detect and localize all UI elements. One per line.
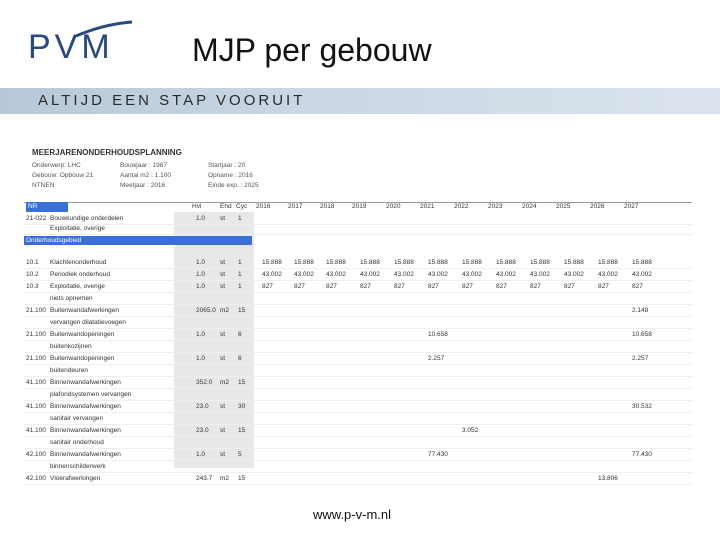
header-col: 2017 <box>288 203 303 210</box>
table-row <box>24 342 692 352</box>
row-divider <box>24 280 692 281</box>
table-row <box>24 354 692 364</box>
row-year-value: 43.002 <box>530 271 550 278</box>
row-quantity: 243.7 <box>196 475 213 482</box>
row-year-value: 827 <box>326 283 337 290</box>
row-divider <box>24 268 692 269</box>
row-unit: m2 <box>220 475 230 482</box>
header-col: 2025 <box>556 203 571 210</box>
row-cycle: 6 <box>238 331 242 338</box>
table-row <box>24 462 692 472</box>
row-description: plafondsystemen vervangen <box>50 391 132 398</box>
meta-text: Einde exp. : 2025 <box>208 182 259 189</box>
row-description: Buitenwandopeningen <box>50 331 115 338</box>
row-unit: st <box>220 331 226 338</box>
row-year-value: 827 <box>632 283 643 290</box>
header-col: Hvl <box>192 203 202 210</box>
row-year-value: 77.430 <box>428 451 448 458</box>
row-cycle: 15 <box>238 475 246 482</box>
row-year-value: 827 <box>262 283 273 290</box>
tagline: ALTIJD EEN STAP VOORUIT <box>38 92 306 109</box>
row-code: 21-022 <box>26 215 47 222</box>
spreadsheet-image <box>24 136 692 482</box>
row-year-value: 15.888 <box>326 259 346 266</box>
row-quantity: 1.0 <box>196 283 206 290</box>
table-row <box>24 282 692 292</box>
row-unit: st <box>220 215 226 222</box>
row-unit: m2 <box>220 307 230 314</box>
row-year-value: 43.002 <box>632 271 652 278</box>
meta-text: Aantal m2 : 1.100 <box>120 172 171 179</box>
row-description: Periodiek onderhoud <box>50 271 110 278</box>
row-year-value: 3.052 <box>462 427 479 434</box>
table-row <box>24 214 692 224</box>
row-description: Buitenwandopeningen <box>50 355 115 362</box>
row-description: Bouwkundige onderdelen <box>50 215 124 222</box>
slide-title: MJP per gebouw <box>192 32 432 68</box>
row-year-value: 43.002 <box>262 271 282 278</box>
row-cycle: 6 <box>238 355 242 362</box>
row-year-value: 15.888 <box>564 259 584 266</box>
row-divider <box>24 484 692 485</box>
row-code: 41.100 <box>26 379 46 386</box>
row-description: Exploitatie, overige <box>50 225 105 232</box>
row-cycle: 15 <box>238 427 246 434</box>
meta-text: Onderwerp: LHC <box>32 162 81 169</box>
row-cycle: 1 <box>238 283 242 290</box>
row-divider <box>24 460 692 461</box>
header-col: 2023 <box>488 203 503 210</box>
row-year-value: 827 <box>496 283 507 290</box>
row-description: Exploitatie, overige <box>50 283 105 290</box>
row-unit: m2 <box>220 379 230 386</box>
meta-text: Meetjaar : 2016 <box>120 182 166 189</box>
row-description: Binnenwandafwerkingen <box>50 427 121 434</box>
meta-text: Startjaar : 20 <box>208 162 246 169</box>
row-year-value: 827 <box>294 283 305 290</box>
row-cycle: 5 <box>238 451 242 458</box>
header-col: 2016 <box>256 203 271 210</box>
row-unit: st <box>220 427 226 434</box>
meta-text: Gebouw: Opbouw 21 <box>32 172 94 179</box>
row-divider <box>24 340 692 341</box>
row-code: 10.1 <box>26 259 39 266</box>
pvm-logo <box>28 20 128 70</box>
row-year-value: 15.888 <box>530 259 550 266</box>
row-description: binnenschilderwerk <box>50 463 106 470</box>
header-col: 2018 <box>320 203 335 210</box>
row-year-value: 15.888 <box>394 259 414 266</box>
row-quantity: 1.0 <box>196 271 206 278</box>
row-year-value: 827 <box>394 283 405 290</box>
row-divider <box>24 376 692 377</box>
row-year-value: 43.002 <box>294 271 314 278</box>
row-quantity: 23.0 <box>196 403 209 410</box>
row-year-value: 43.002 <box>598 271 618 278</box>
header-col: 2021 <box>420 203 435 210</box>
highlight-label: Onderhoudsgebied <box>26 237 82 244</box>
row-year-value: 10.658 <box>428 331 448 338</box>
row-quantity: 1.0 <box>196 259 206 266</box>
sheet-heading: MEERJARENONDERHOUDSPLANNING <box>32 148 182 157</box>
row-year-value: 15.888 <box>462 259 482 266</box>
row-divider <box>24 400 692 401</box>
row-unit: st <box>220 259 226 266</box>
row-cycle: 1 <box>238 215 242 222</box>
row-cycle: 30 <box>238 403 246 410</box>
row-code: 21.100 <box>26 355 46 362</box>
row-divider <box>24 292 692 293</box>
table-row <box>24 330 692 340</box>
row-year-value: 43.002 <box>428 271 448 278</box>
row-divider <box>24 448 692 449</box>
row-year-value: 43.002 <box>462 271 482 278</box>
row-year-value: 30.532 <box>632 403 652 410</box>
row-year-value: 2.148 <box>632 307 649 314</box>
table-row <box>24 366 692 376</box>
table-row <box>24 224 692 234</box>
table-row <box>24 414 692 424</box>
row-code: 41.100 <box>26 403 46 410</box>
row-code: 10.2 <box>26 271 39 278</box>
row-year-value: 43.002 <box>496 271 516 278</box>
row-quantity: 352.0 <box>196 379 213 386</box>
row-description: buitendeuren <box>50 367 88 374</box>
row-description: Klachtenonderhoud <box>50 259 107 266</box>
row-year-value: 15.888 <box>262 259 282 266</box>
row-code: 42.100 <box>26 475 46 482</box>
row-year-value: 827 <box>598 283 609 290</box>
row-year-value: 43.002 <box>326 271 346 278</box>
row-description: Vloerafwerkingen <box>50 475 101 482</box>
row-divider <box>24 436 692 437</box>
meta-text: Opname : 2016 <box>208 172 253 179</box>
row-description: Binnenwandafwerkingen <box>50 379 121 386</box>
row-year-value: 43.002 <box>360 271 380 278</box>
row-quantity: 1.0 <box>196 215 206 222</box>
row-unit: st <box>220 271 226 278</box>
row-description: Buitenwandafwerkingen <box>50 307 120 314</box>
row-description: buitenkozijnen <box>50 343 92 350</box>
row-quantity: 1.0 <box>196 355 206 362</box>
highlight-row <box>24 236 252 245</box>
table-row <box>24 426 692 436</box>
table-row <box>24 474 692 484</box>
row-year-value: 827 <box>360 283 371 290</box>
row-quantity: 23.0 <box>196 427 209 434</box>
row-divider <box>24 412 692 413</box>
row-year-value: 43.002 <box>564 271 584 278</box>
row-description: niets opnemen <box>50 295 93 302</box>
meta-text: Bouwjaar : 1987 <box>120 162 167 169</box>
row-description: sanitair vervangen <box>50 415 104 422</box>
row-divider <box>24 364 692 365</box>
header-col: 2019 <box>352 203 367 210</box>
header-tag: NR <box>26 202 68 212</box>
row-year-value: 43.002 <box>394 271 414 278</box>
row-year-value: 10.658 <box>632 331 652 338</box>
row-year-value: 15.888 <box>632 259 652 266</box>
table-row <box>24 378 692 388</box>
table-row <box>24 438 692 448</box>
table-row <box>24 390 692 400</box>
row-year-value: 827 <box>530 283 541 290</box>
row-cycle: 15 <box>238 379 246 386</box>
row-code: 42.100 <box>26 451 46 458</box>
footer-url: www.p-v-m.nl <box>313 507 392 522</box>
table-row <box>24 318 692 328</box>
row-quantity: 1.0 <box>196 451 206 458</box>
sheet-header-row <box>24 202 692 212</box>
row-year-value: 827 <box>428 283 439 290</box>
row-year-value: 2.257 <box>632 355 649 362</box>
header-col: Ehd <box>220 203 232 210</box>
row-divider <box>24 234 692 235</box>
row-year-value: 15.888 <box>360 259 380 266</box>
row-year-value: 13.806 <box>598 475 618 482</box>
row-divider <box>24 316 692 317</box>
row-divider <box>24 472 692 473</box>
row-year-value: 827 <box>564 283 575 290</box>
row-year-value: 15.888 <box>294 259 314 266</box>
row-unit: st <box>220 355 226 362</box>
row-year-value: 2.257 <box>428 355 445 362</box>
row-divider <box>24 388 692 389</box>
row-description: Binnenwandafwerkingen <box>50 451 121 458</box>
row-description: sanitair onderhoud <box>50 439 104 446</box>
header-col: Cyc <box>236 203 248 210</box>
header-col: 2024 <box>522 203 537 210</box>
row-cycle: 15 <box>238 307 246 314</box>
row-unit: st <box>220 451 226 458</box>
row-code: 41.100 <box>26 427 46 434</box>
row-divider <box>24 424 692 425</box>
logo-text: PVM <box>28 28 114 66</box>
table-row <box>24 306 692 316</box>
table-row <box>24 450 692 460</box>
row-unit: st <box>220 403 226 410</box>
row-quantity: 2065.0 <box>196 307 216 314</box>
row-divider <box>24 328 692 329</box>
row-year-value: 827 <box>462 283 473 290</box>
row-year-value: 77.430 <box>632 451 652 458</box>
row-divider <box>24 304 692 305</box>
row-divider <box>24 352 692 353</box>
row-year-value: 15.888 <box>428 259 448 266</box>
header-col: 2020 <box>386 203 401 210</box>
row-quantity: 1.0 <box>196 331 206 338</box>
table-row <box>24 258 692 268</box>
row-code: 21.100 <box>26 331 46 338</box>
row-unit: st <box>220 283 226 290</box>
row-description: vervangen dilatatievoegen <box>50 319 126 326</box>
table-row <box>24 270 692 280</box>
row-year-value: 15.888 <box>496 259 516 266</box>
row-code: 21.100 <box>26 307 46 314</box>
table-row <box>24 402 692 412</box>
table-row <box>24 294 692 304</box>
row-description: Binnenwandafwerkingen <box>50 403 121 410</box>
row-cycle: 1 <box>238 271 242 278</box>
header-col: 2027 <box>624 203 639 210</box>
header-col: 2026 <box>590 203 605 210</box>
meta-text: NTNEN <box>32 182 55 189</box>
header-col: 2022 <box>454 203 469 210</box>
row-year-value: 15.888 <box>598 259 618 266</box>
row-cycle: 1 <box>238 259 242 266</box>
row-code: 10.3 <box>26 283 39 290</box>
